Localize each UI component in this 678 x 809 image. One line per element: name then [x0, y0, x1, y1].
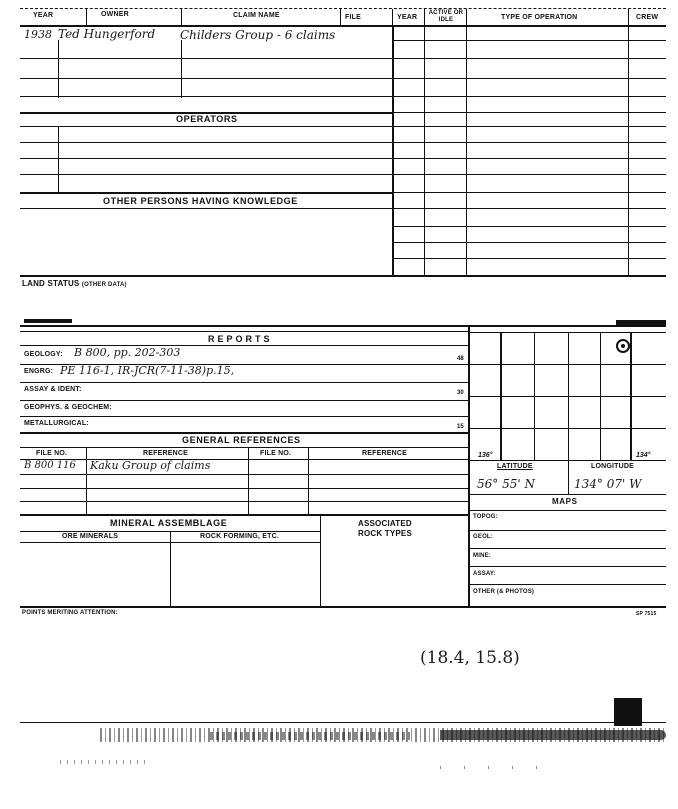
- header-type-of-operation: TYPE OF OPERATION: [501, 14, 578, 21]
- operators-label: OPERATORS: [176, 114, 238, 124]
- long-left-tick: 136°: [478, 452, 493, 459]
- maps-other: OTHER (& PHOTOS): [473, 589, 535, 595]
- mineral-assemblage-title: MINERAL ASSEMBLAGE: [110, 518, 228, 528]
- latitude-label: LATITUDE: [497, 463, 533, 470]
- reports-title: REPORTS: [208, 334, 273, 344]
- header-crew: CREW: [636, 14, 659, 21]
- latitude-value: 56° 55' N: [477, 477, 535, 491]
- assay-label: ASSAY & IDENT:: [24, 386, 82, 393]
- header-year-2: YEAR: [397, 14, 418, 21]
- geology-num: 48: [457, 356, 464, 362]
- other-persons-label: OTHER PERSONS HAVING KNOWLEDGE: [103, 196, 298, 206]
- ref-header-file-no: FILE NO.: [36, 450, 68, 457]
- engrg-value: PE 116-1, IR-JCR(7-11-38)p.15,: [60, 364, 235, 377]
- maps-assay: ASSAY:: [473, 571, 496, 577]
- metallurgical-label: METALLURGICAL:: [24, 420, 89, 427]
- points-meriting-label: POINTS MERITING ATTENTION:: [22, 610, 118, 616]
- maps-mine: MINE:: [473, 553, 491, 559]
- ref-entry-reference: Kaku Group of claims: [90, 459, 211, 472]
- header-owner: OWNER: [101, 11, 129, 18]
- ref-header-file-no-2: FILE NO.: [260, 450, 292, 457]
- maps-geol: GEOL:: [473, 534, 493, 540]
- entry-owner: Ted Hungerford: [58, 27, 156, 41]
- entry-claim-name: Childers Group - 6 claims: [180, 28, 336, 42]
- geophys-label: GEOPHYS. & GEOCHEM:: [24, 404, 112, 411]
- maps-title: MAPS: [552, 497, 578, 506]
- engrg-label: ENGRG:: [24, 368, 54, 375]
- longitude-value: 134° 07' W: [574, 477, 642, 491]
- header-claim-name: CLAIM NAME: [233, 12, 280, 19]
- form-number: SP 7515: [636, 611, 657, 617]
- header-active-or-idle: ACTIVE OR IDLE: [428, 10, 464, 23]
- header-file: FILE: [345, 14, 361, 21]
- location-marker-icon: [616, 339, 630, 353]
- ore-minerals-label: ORE MINERALS: [62, 533, 119, 540]
- longitude-label: LONGITUDE: [591, 463, 635, 470]
- rock-types-label: ROCK TYPES: [358, 529, 413, 538]
- rock-forming-label: ROCK FORMING, ETC.: [200, 533, 280, 540]
- associated-label: ASSOCIATED: [358, 519, 412, 528]
- metallurgical-num: 15: [457, 424, 464, 430]
- maps-topog: TOPOG:: [473, 514, 498, 520]
- geology-value: B 800, pp. 202-303: [74, 346, 181, 359]
- general-references-title: GENERAL REFERENCES: [182, 435, 301, 445]
- ref-header-reference-2: REFERENCE: [362, 450, 407, 457]
- entry-year: 1938: [24, 28, 52, 41]
- ref-entry-file-no: B 800 116: [24, 460, 76, 471]
- coordinate-note: (18.4, 15.8): [420, 648, 520, 668]
- assay-num: 30: [457, 390, 464, 396]
- land-status-label: LAND STATUS (OTHER DATA): [22, 279, 127, 288]
- geology-label: GEOLOGY:: [24, 351, 63, 358]
- ref-header-reference: REFERENCE: [143, 450, 188, 457]
- header-year: YEAR: [33, 12, 54, 19]
- long-right-tick: 134°: [636, 452, 651, 459]
